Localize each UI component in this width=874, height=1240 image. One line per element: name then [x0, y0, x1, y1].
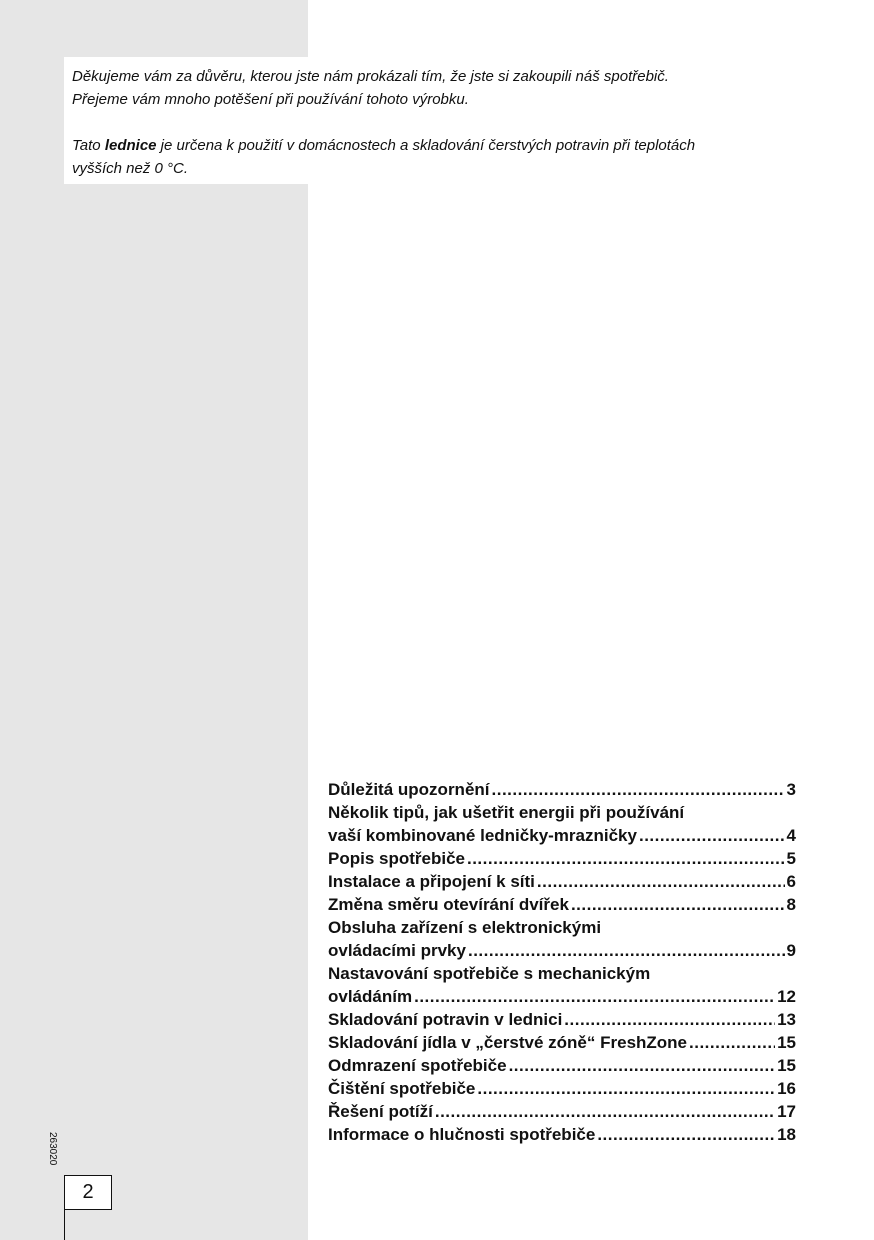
purpose-line-2: vyšších než 0 °C. — [72, 160, 189, 177]
toc-entry[interactable]: Řešení potíží ..... 17 — [328, 1100, 796, 1123]
toc-entry[interactable]: Čištění spotřebiče ..... 16 — [328, 1077, 796, 1100]
margin-band — [0, 0, 308, 1240]
toc-entry[interactable]: Skladování potravin v lednici ..... 13 — [328, 1008, 796, 1031]
thanks-line-2: Přejeme vám mnoho potěšení při používání tohoto výrobku. — [72, 91, 469, 108]
toc-entry[interactable]: Odmrazení spotřebiče ..... 15 — [328, 1054, 796, 1077]
toc-entry[interactable]: Důležitá upozornění ..... 3 — [328, 778, 796, 801]
toc-entry[interactable]: Instalace a připojení k síti ..... 6 — [328, 870, 796, 893]
toc-entry[interactable]: Změna směru otevírání dvířek ..... 8 — [328, 893, 796, 916]
toc-entry[interactable]: Skladování jídla v „čerstvé zóně“ FreshZone ..... 15 — [328, 1031, 796, 1054]
table-of-contents — [328, 778, 796, 1146]
page-number: 2 — [64, 1175, 112, 1210]
toc-entry[interactable]: Informace o hlučnosti spotřebiče ..... 18 — [328, 1123, 796, 1146]
toc-entry-line1[interactable]: Obsluha zařízení s elektronickými — [328, 918, 602, 937]
thanks-line-1: Děkujeme vám za důvěru, kterou jste nám prokázali tím, že jste si zakoupili náš spotřebič. — [72, 68, 669, 85]
intro-text — [64, 57, 824, 184]
document-code: 263020 — [47, 1132, 58, 1166]
purpose-paragraph — [72, 134, 824, 180]
toc-entry-line1[interactable]: Několik tipů, jak ušetřit energii při používání — [328, 803, 685, 822]
page-number-rule — [64, 1210, 65, 1240]
purpose-prefix: Tato — [72, 137, 105, 154]
toc-entry[interactable]: vaší kombinované ledničky-mrazničky ..... 4 — [328, 824, 796, 847]
purpose-line-1: je určena k použití v domácnostech a skladování čerstvých potravin při teplotách — [156, 137, 696, 154]
toc-entry[interactable]: Popis spotřebiče ..... 5 — [328, 847, 796, 870]
toc-entry-line1[interactable]: Nastavování spotřebiče s mechanickým — [328, 964, 651, 983]
toc-entry[interactable]: ovládáním ..... 12 — [328, 985, 796, 1008]
toc-entry[interactable]: ovládacími prvky ..... 9 — [328, 939, 796, 962]
appliance-type: lednice — [104, 137, 157, 154]
thanks-paragraph — [72, 65, 824, 111]
